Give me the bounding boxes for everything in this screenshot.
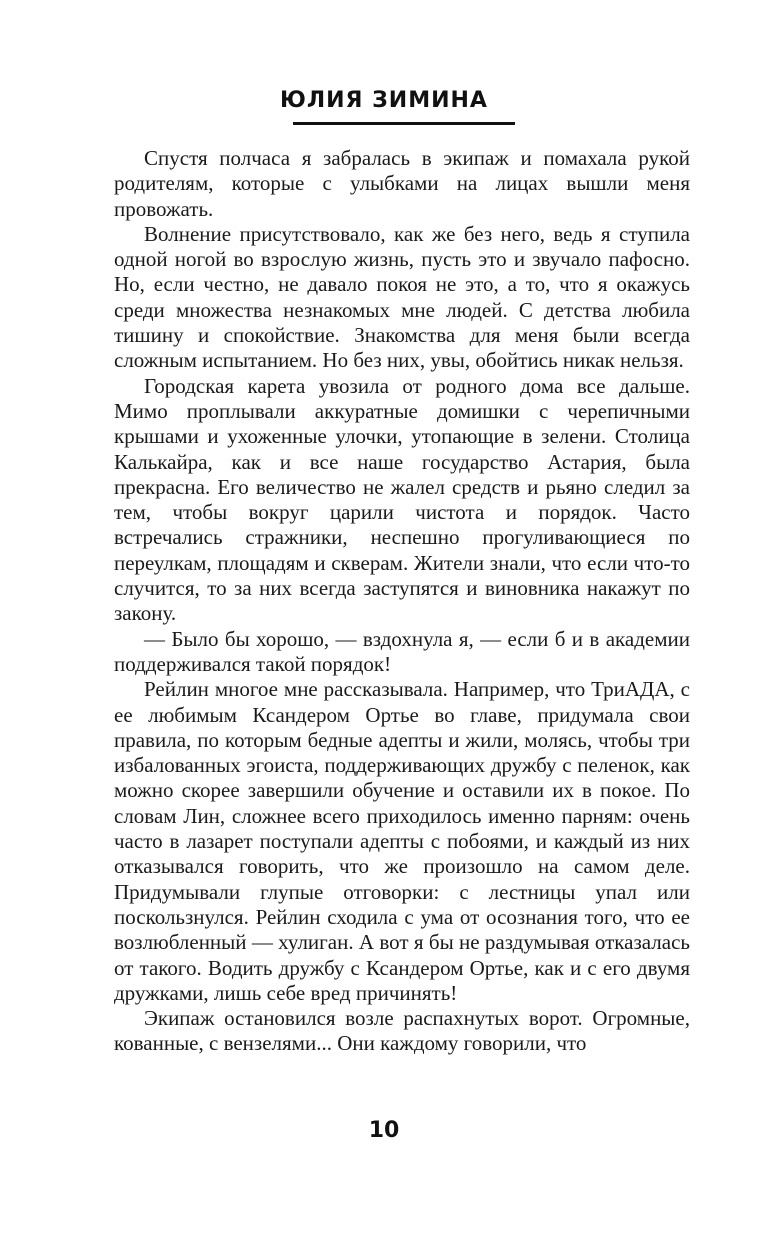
paragraph: — Было бы хорошо, — вздохнула я, — если б и в академии поддерживался такой порядок! [114, 626, 690, 676]
paragraph: Городская карета увозила от родного дома все дальше. Мимо проплывали аккуратные домишки с черепичными крышами и ухоженные улочки, утопающие в зелени. Столица Калькайра, как и все наше государство Астария, была прекрасна. Его величество не жалел средств и рьяно следил за тем, чтобы вокруг царили чистота и порядок. Часто встречались стражники, неспешно прогуливающиеся по переулкам, площадям и скверам. Жители знали, что если что-то случится, то за них всегда заступятся и виновника накажут по закону. [114, 373, 690, 626]
header-underline [293, 122, 515, 125]
page-body [114, 146, 690, 1057]
author-name: ЮЛИЯ ЗИМИНА [280, 88, 488, 113]
paragraph: Рейлин многое мне рассказывала. Например, что ТриАДА, с ее любимым Ксандером Ортье во главе, придумала свои правила, по которым бедные адепты и жили, молясь, чтобы три избалованных эгоиста, поддерживающих дружбу с пеленок, как можно скорее завершили обучение и оставили их в покое. По словам Лин, сложнее всего приходилось именно парням: очень часто в лазарет поступали адепты с побоями, и каждый из них отказывался говорить, что же произошло на самом деле. Придумывали глупые отговорки: с лестницы упал или поскользнулся. Рейлин сходила с ума от осознания того, что ее возлюбленный — хулиган. А вот я бы не раздумывая отказалась от такого. Водить дружбу с Ксандером Ортье, как и с его двумя дружками, лишь себе вред причинять! [114, 677, 690, 1005]
paragraph: Волнение присутствовало, как же без него, ведь я ступила одной ногой во взрослую жизнь, пусть это и звучало пафосно. Но, если честно, не давало покоя не это, а то, что я окажусь среди множества незнакомых мне людей. С детства любила тишину и спокойствие. Знакомства для меня были всегда сложным испытанием. Но без них, увы, обойтись никак нельзя. [114, 221, 690, 373]
page-number: 10 [368, 1118, 400, 1143]
paragraph: Спустя полчаса я забралась в экипаж и помахала рукой родителям, которые с улыбками на лицах вышли меня провожать. [114, 146, 690, 221]
paragraph: Экипаж остановился возле распахнутых ворот. Огромные, кованные, с вензелями... Они каждому говорили, что [114, 1006, 690, 1056]
running-header [0, 88, 768, 113]
